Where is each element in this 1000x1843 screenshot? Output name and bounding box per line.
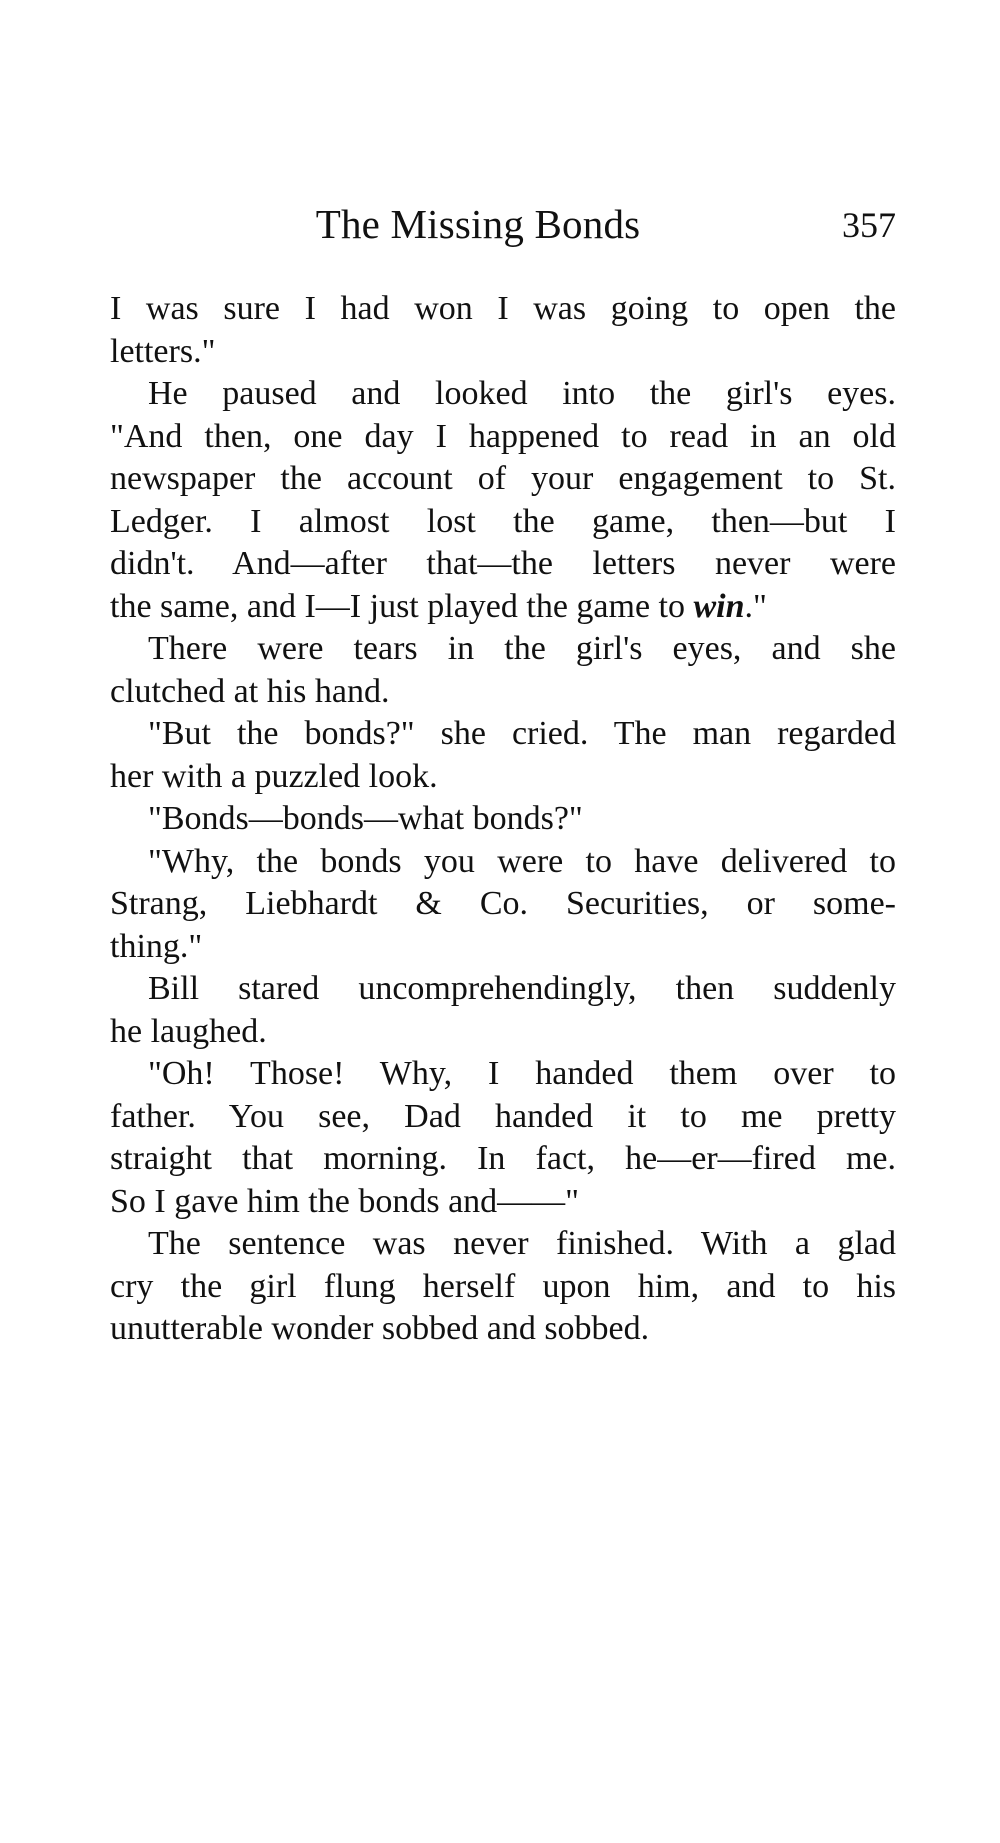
text-line: He paused and looked into the girl's eyes. bbox=[148, 375, 896, 412]
text-line: Ledger. I almost lost the game, then—but I bbox=[110, 502, 896, 540]
text-line: unutterable wonder sobbed and sobbed. bbox=[110, 1310, 650, 1347]
text-line: There were tears in the girl's eyes, and she bbox=[148, 630, 896, 667]
text-line: her with a puzzled look. bbox=[110, 757, 438, 795]
page-header bbox=[110, 196, 896, 256]
text-line: Strang, Liebhardt & Co. Securities, or some- bbox=[110, 885, 896, 922]
text-line: "Bonds—bonds—what bonds?" bbox=[148, 800, 583, 837]
text-line: cry the girl flung herself upon him, and to his bbox=[110, 1267, 896, 1305]
text-line: letters." bbox=[110, 332, 216, 370]
text-line bbox=[110, 586, 896, 629]
body-text bbox=[110, 288, 896, 1351]
text-line-segment: ." bbox=[744, 587, 767, 625]
text-line: clutched at his hand. bbox=[110, 672, 390, 710]
text-line: I was sure I had won I was going to open the bbox=[110, 290, 896, 327]
text-line: didn't. And—after that—the letters never were bbox=[110, 545, 896, 582]
text-line: father. You see, Dad handed it to me pretty bbox=[110, 1097, 896, 1135]
text-line: "Oh! Those! Why, I handed them over to bbox=[148, 1055, 896, 1092]
text-line: newspaper the account of your engagement to St. bbox=[110, 460, 896, 497]
text-line: So I gave him the bonds and——" bbox=[110, 1182, 580, 1220]
text-line: straight that morning. In fact, he—er—fired me. bbox=[110, 1140, 896, 1177]
text-line: "And then, one day I happened to read in an old bbox=[110, 417, 896, 455]
emphasized-word: win bbox=[693, 587, 745, 625]
text-line-segment: the same, and I—I just played the game to bbox=[110, 587, 694, 625]
text-line: thing." bbox=[110, 927, 203, 965]
running-title: The Missing Bonds bbox=[315, 201, 641, 247]
text-line: The sentence was never finished. With a glad bbox=[148, 1225, 896, 1262]
text-line: he laughed. bbox=[110, 1012, 267, 1050]
text-line: Bill stared uncomprehendingly, then suddenly bbox=[148, 970, 896, 1007]
text-line: "Why, the bonds you were to have delivered to bbox=[148, 842, 896, 880]
page-number: 357 bbox=[842, 205, 896, 245]
text-line: "But the bonds?" she cried. The man regarded bbox=[148, 715, 896, 752]
